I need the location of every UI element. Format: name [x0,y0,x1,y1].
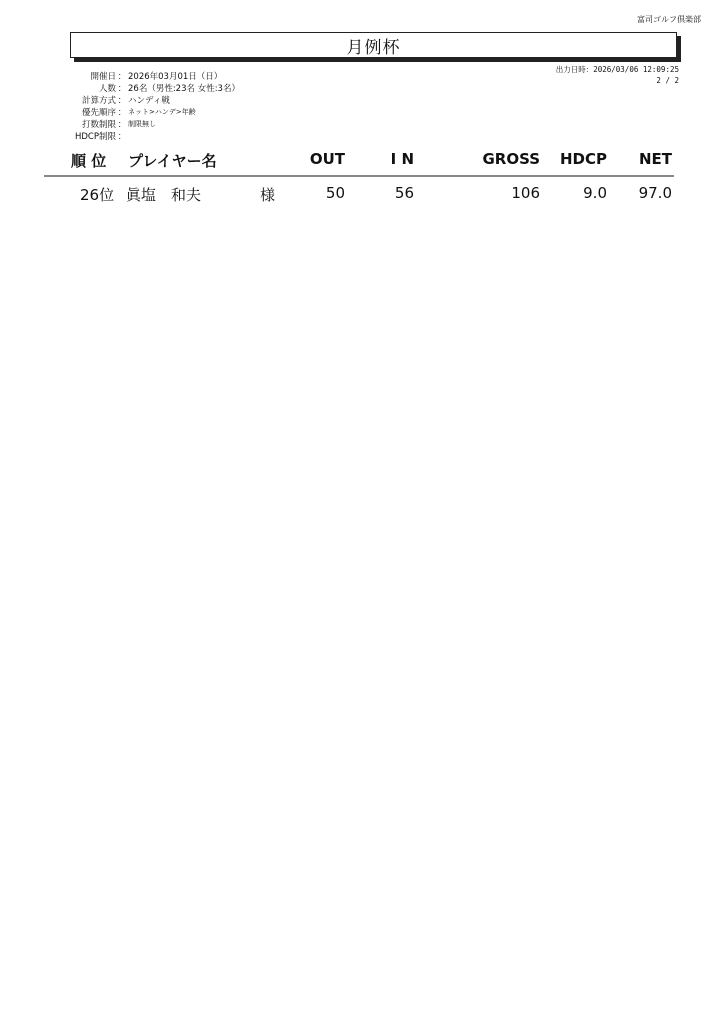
row-player-name: 眞塩 和夫 [126,186,202,204]
info-row-count: 人数 ： 26名（男性:23名 女性:3名） [62,82,240,94]
row-net: 97.0 [638,184,672,202]
col-player: プレイヤー名 [128,152,217,170]
col-net: NET [638,150,672,168]
row-honorific: 様 [260,186,276,204]
info-row-priority: 優先順序 ： ネット>ハンデ>年齢 [62,106,240,118]
info-row-date: 開催日 ： 2026年03月01日（日） [62,70,240,82]
row-rank: 26位 [80,186,115,204]
col-out: OUT [309,150,345,168]
info-key: 人数 [98,84,116,94]
info-row-method: 計算方式 ： ハンディ戦 [62,94,240,106]
table-row [0,184,723,204]
page-title: 月例杯 [346,37,401,58]
info-key: HDCP制限 [75,132,116,142]
printed-datetime: 2026/03/06 12:09:25 [593,65,679,74]
col-in: I N [390,150,414,168]
col-rank: 順 位 [71,152,107,170]
info-row-hdcp-limit: HDCP制限 ： [62,130,240,142]
info-value: ネット>ハンデ>年齢 [128,108,196,116]
info-key: 打数制限 [81,120,116,130]
info-value: 26名（男性:23名 女性:3名） [128,84,240,94]
info-row-stroke-limit: 打数制限 ： 制限無し [62,118,240,130]
club-name: 富司ゴルフ倶楽部 [637,15,701,24]
info-key: 計算方式 [81,96,116,106]
results-header [0,150,723,172]
page-number: 2 / 2 [656,76,679,85]
printed-label: 出力日時： [555,65,594,74]
row-out: 50 [325,184,345,202]
event-info [62,70,240,142]
row-hdcp: 9.0 [583,184,607,202]
info-key: 優先順序 [81,108,116,118]
info-value: 2026年03月01日（日） [128,72,223,82]
col-gross: GROSS [482,150,540,168]
col-hdcp: HDCP [559,150,607,168]
print-info [556,64,679,86]
info-key: 開催日 [90,72,116,82]
row-gross: 106 [511,184,540,202]
header-divider [44,175,674,177]
row-in: 56 [394,184,414,202]
info-value: 制限無し [128,120,156,128]
info-value: ハンディ戦 [128,96,170,106]
page-title-box [70,32,677,58]
